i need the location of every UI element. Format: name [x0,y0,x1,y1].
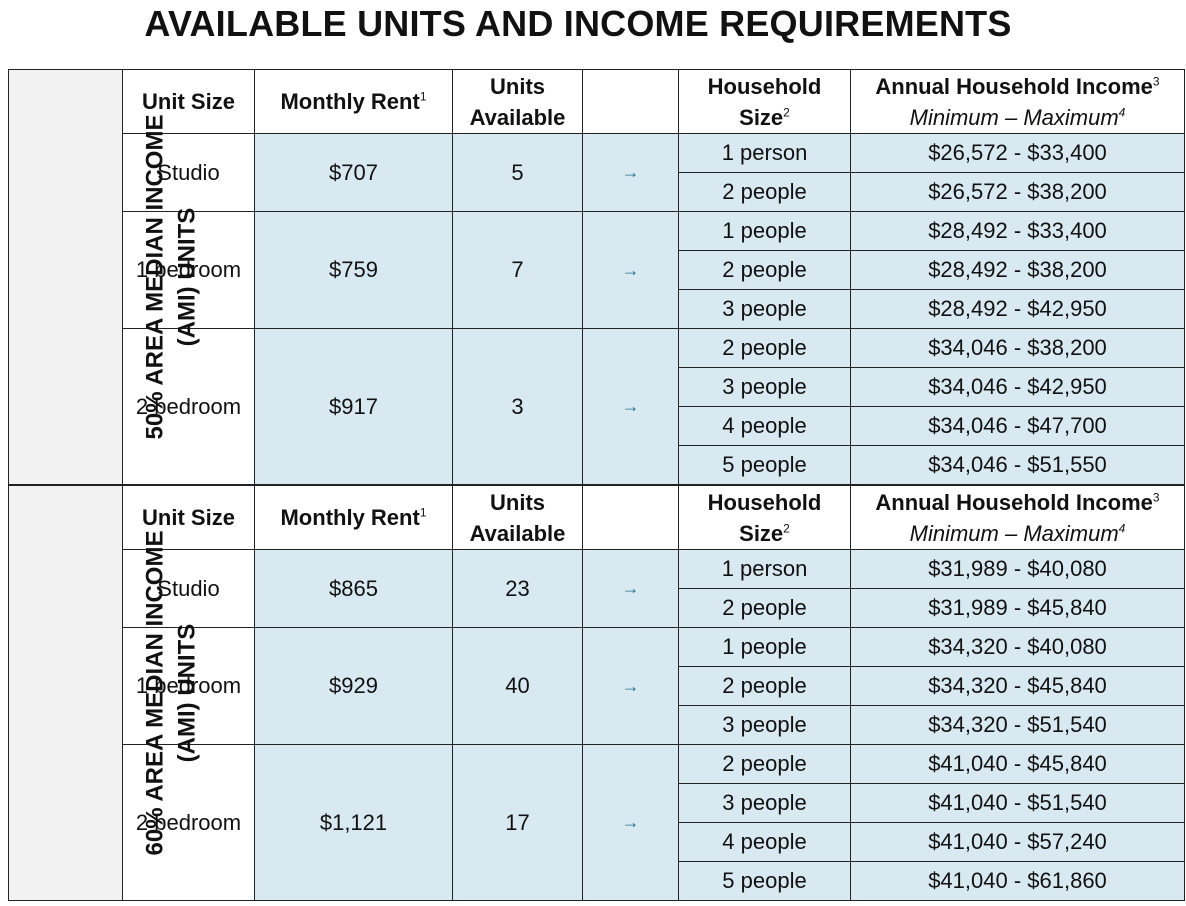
header-arrow-blank [583,485,679,550]
household-size-cell: 3 people [679,290,851,329]
income-range-cell: $41,040 - $45,840 [851,745,1185,784]
monthly-rent-cell: $1,121 [255,745,453,901]
arrow-icon: → [583,134,679,212]
header-units-line2: Available [469,520,566,546]
footnote-4: 4 [1118,521,1126,536]
units-income-table [8,69,1185,901]
income-range-cell: $28,492 - $38,200 [851,251,1185,290]
footnote-2: 2 [783,105,790,120]
header-units-available [453,485,583,550]
household-size-cell: 2 people [679,251,851,290]
household-size-cell: 2 people [679,589,851,628]
footnote-1: 1 [419,505,427,520]
income-range-cell: $41,040 - $57,240 [851,823,1185,862]
unit-size-cell: 1 bedroom [123,628,255,745]
units-available-cell: 5 [453,134,583,212]
units-available-cell: 17 [453,745,583,901]
header-unit-size-text: Unit Size [142,505,235,530]
header-row [9,70,1185,134]
income-range-cell: $41,040 - $51,540 [851,784,1185,823]
units-available-cell: 23 [453,550,583,628]
household-size-cell: 2 people [679,745,851,784]
footnote-3: 3 [1152,490,1160,505]
header-household-line2: Size [739,520,784,546]
arrow-icon: → [583,212,679,329]
income-range-cell: $28,492 - $42,950 [851,290,1185,329]
unit-size-cell: 2 bedroom [123,745,255,901]
monthly-rent-cell: $759 [255,212,453,329]
household-size-cell: 2 people [679,667,851,706]
household-size-cell: 2 people [679,173,851,212]
footnote-3: 3 [1152,74,1160,89]
header-income-line2: Minimum – Maximum [909,104,1119,130]
units-available-cell: 40 [453,628,583,745]
monthly-rent-cell: $917 [255,329,453,486]
footnote-2: 2 [783,521,790,536]
monthly-rent-cell: $707 [255,134,453,212]
ami-label-line1: 60% AREA MEDIAN INCOME [141,530,169,856]
income-range-cell: $34,046 - $51,550 [851,446,1185,486]
header-monthly-rent [255,485,453,550]
income-range-cell: $34,046 - $47,700 [851,407,1185,446]
header-annual-income [851,70,1185,134]
header-household-line1: Household [707,489,822,515]
footnote-1: 1 [419,89,427,104]
household-size-cell: 1 person [679,134,851,173]
monthly-rent-cell: $929 [255,628,453,745]
header-household-size [679,70,851,134]
income-range-cell: $34,046 - $42,950 [851,368,1185,407]
household-size-cell: 5 people [679,862,851,901]
unit-size-cell: Studio [123,550,255,628]
household-size-cell: 1 person [679,550,851,589]
household-size-cell: 4 people [679,407,851,446]
household-size-cell: 3 people [679,784,851,823]
ami-section-label-text [139,115,203,440]
footnote-4: 4 [1118,105,1126,120]
header-units-line2: Available [469,104,566,130]
header-annual-income [851,485,1185,550]
header-unit-size-text: Unit Size [142,89,235,114]
header-household-line1: Household [707,73,822,99]
ami-label-line2: (AMI) UNITS [173,207,201,347]
arrow-icon: → [583,329,679,486]
arrow-icon: → [583,550,679,628]
header-monthly-rent [255,70,453,134]
ami-label-line2: (AMI) UNITS [173,623,201,763]
header-row [9,485,1185,550]
header-income-line2: Minimum – Maximum [909,520,1119,546]
income-range-cell: $28,492 - $33,400 [851,212,1185,251]
header-income-line1: Annual Household Income [875,73,1153,99]
header-units-available [453,70,583,134]
ami-section-label-text [139,531,203,856]
household-size-cell: 2 people [679,329,851,368]
units-available-cell: 7 [453,212,583,329]
household-size-cell: 1 people [679,628,851,667]
header-household-size [679,485,851,550]
income-range-cell: $26,572 - $33,400 [851,134,1185,173]
arrow-icon: → [583,628,679,745]
income-range-cell: $34,320 - $51,540 [851,706,1185,745]
income-range-cell: $31,989 - $40,080 [851,550,1185,589]
header-units-line1: Units [490,489,545,515]
unit-size-cell: 1 bedroom [123,212,255,329]
page-title: AVAILABLE UNITS AND INCOME REQUIREMENTS [144,3,1012,44]
header-monthly-rent-text: Monthly Rent [280,505,420,530]
arrow-icon: → [583,745,679,901]
income-range-cell: $34,046 - $38,200 [851,329,1185,368]
header-monthly-rent-text: Monthly Rent [280,89,420,114]
units-available-cell: 3 [453,329,583,486]
header-household-line2: Size [739,104,784,130]
household-size-cell: 4 people [679,823,851,862]
monthly-rent-cell: $865 [255,550,453,628]
household-size-cell: 3 people [679,706,851,745]
income-range-cell: $34,320 - $40,080 [851,628,1185,667]
income-range-cell: $31,989 - $45,840 [851,589,1185,628]
unit-size-cell: Studio [123,134,255,212]
ami-label-line1: 50% AREA MEDIAN INCOME [141,114,169,440]
unit-size-cell: 2 bedroom [123,329,255,486]
income-range-cell: $34,320 - $45,840 [851,667,1185,706]
header-arrow-blank [583,70,679,134]
household-size-cell: 1 people [679,212,851,251]
header-units-line1: Units [490,73,545,99]
income-range-cell: $26,572 - $38,200 [851,173,1185,212]
household-size-cell: 5 people [679,446,851,486]
income-range-cell: $41,040 - $61,860 [851,862,1185,901]
header-income-line1: Annual Household Income [875,489,1153,515]
household-size-cell: 3 people [679,368,851,407]
